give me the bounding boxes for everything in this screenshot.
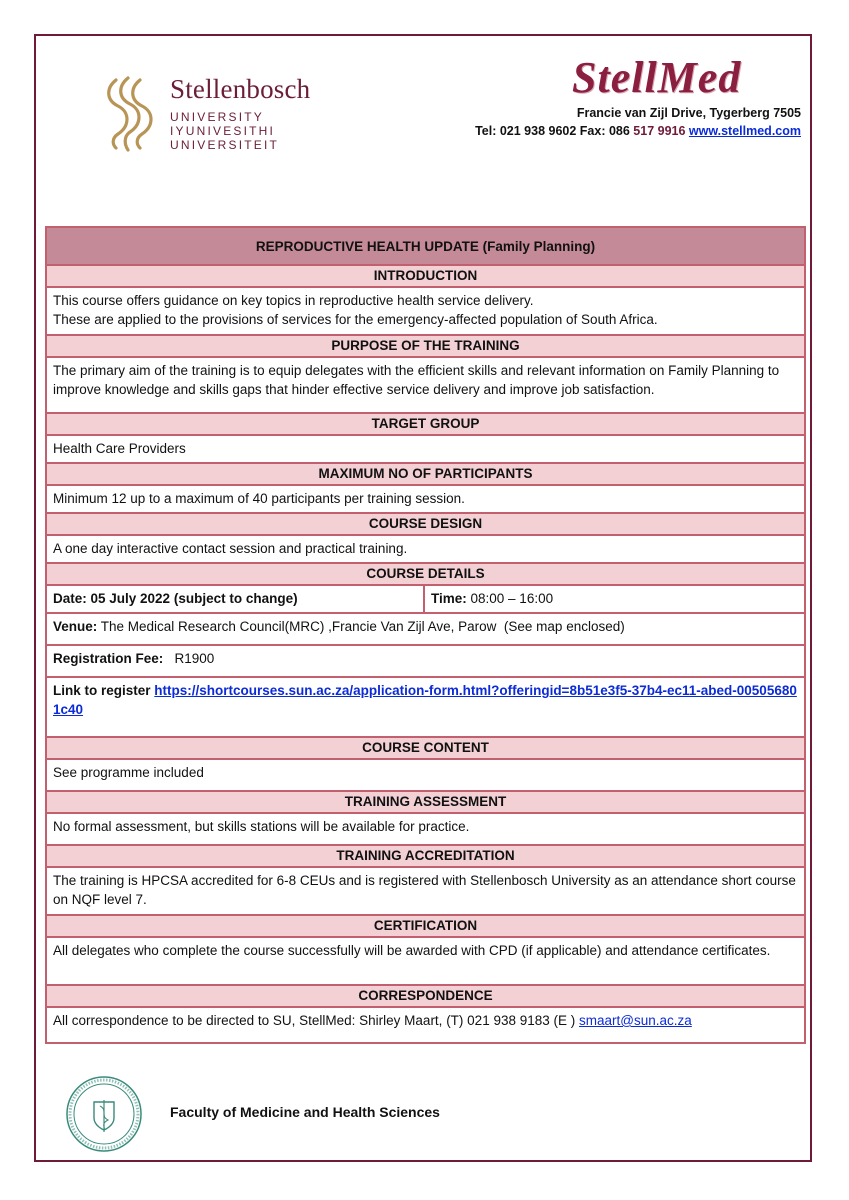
course-venue	[46, 613, 805, 645]
stellenbosch-crest-icon	[102, 74, 162, 154]
faculty-seal-icon	[64, 1074, 144, 1154]
introduction-line-1: This course offers guidance on key topics in reproductive health service delivery.	[53, 293, 534, 308]
target-group-heading: TARGET GROUP	[46, 413, 805, 435]
max-participants-body: Minimum 12 up to a maximum of 40 participants per training session.	[46, 485, 805, 513]
register-link[interactable]: https://shortcourses.sun.ac.za/application-form.html?offeringid=8b51e3f5-37b4-ec11-abed-005056801c40	[53, 683, 797, 717]
course-design-body: A one day interactive contact session and practical training.	[46, 535, 805, 563]
correspondence-email-link[interactable]: smaart@sun.ac.za	[579, 1013, 692, 1028]
course-design-heading: COURSE DESIGN	[46, 513, 805, 535]
university-line-3: UNIVERSITEIT	[170, 138, 280, 152]
course-content-heading: COURSE CONTENT	[46, 737, 805, 759]
correspondence-body	[46, 1007, 805, 1043]
accreditation-body: The training is HPCSA accredited for 6-8 CEUs and is registered with Stellenbosch University as an attendance short course on NQF level 7.	[46, 867, 805, 915]
course-content-body: See programme included	[46, 759, 805, 791]
introduction-heading: INTRODUCTION	[46, 265, 805, 287]
target-group-body: Health Care Providers	[46, 435, 805, 463]
register-row	[46, 677, 805, 737]
max-participants-heading: MAXIMUM NO OF PARTICIPANTS	[46, 463, 805, 485]
fee-label: Registration Fee:	[53, 651, 164, 666]
time-label: Time:	[431, 591, 467, 606]
purpose-body: The primary aim of the training is to equip delegates with the efficient skills and relevant information on Family Planning to improve knowledge and skills gaps that hinder effective service delivery and improve job satisfaction.	[46, 357, 805, 413]
certification-body: All delegates who complete the course successfully will be awarded with CPD (if applicable) and attendance certificates.	[46, 937, 805, 985]
course-info-table	[45, 226, 806, 1044]
purpose-heading: PURPOSE OF THE TRAINING	[46, 335, 805, 357]
course-date: Date: 05 July 2022 (subject to change)	[46, 585, 424, 613]
stellmed-address: Francie van Zijl Drive, Tygerberg 7505	[576, 106, 801, 120]
correspondence-heading: CORRESPONDENCE	[46, 985, 805, 1007]
university-name: Stellenbosch	[170, 74, 311, 104]
venue-label: Venue:	[53, 619, 98, 634]
stellmed-contact	[475, 124, 801, 138]
course-time	[424, 585, 805, 613]
university-line-1: UNIVERSITY	[170, 110, 265, 124]
registration-fee	[46, 645, 805, 677]
document-title: REPRODUCTIVE HEALTH UPDATE (Family Planning)	[46, 227, 805, 265]
assessment-body: No formal assessment, but skills stations will be available for practice.	[46, 813, 805, 845]
accreditation-heading: TRAINING ACCREDITATION	[46, 845, 805, 867]
introduction-body	[46, 287, 805, 335]
tel-fax-label: Tel: 021 938 9602 Fax: 086	[475, 124, 634, 138]
faculty-name: Faculty of Medicine and Health Sciences	[170, 1104, 440, 1120]
assessment-heading: TRAINING ASSESSMENT	[46, 791, 805, 813]
certification-heading: CERTIFICATION	[46, 915, 805, 937]
time-value: 08:00 – 16:00	[466, 591, 554, 606]
university-line-2: IYUNIVESITHI	[170, 124, 276, 138]
correspondence-text: All correspondence to be directed to SU, StellMed: Shirley Maart, (T) 021 938 9183 (E )	[53, 1013, 580, 1028]
stellmed-logo: StellMed	[572, 53, 742, 102]
introduction-line-2: These are applied to the provisions of services for the emergency-affected population of South Africa.	[53, 312, 658, 327]
venue-value: The Medical Research Council(MRC) ,Francie Van Zijl Ave, Parow (See map enclosed)	[97, 619, 625, 634]
course-details-heading: COURSE DETAILS	[46, 563, 805, 585]
fax-number-tail: 517 9916	[633, 124, 686, 138]
register-label: Link to register	[53, 683, 155, 698]
fee-value: R1900	[163, 651, 215, 666]
stellmed-website-link[interactable]: www.stellmed.com	[688, 124, 801, 138]
